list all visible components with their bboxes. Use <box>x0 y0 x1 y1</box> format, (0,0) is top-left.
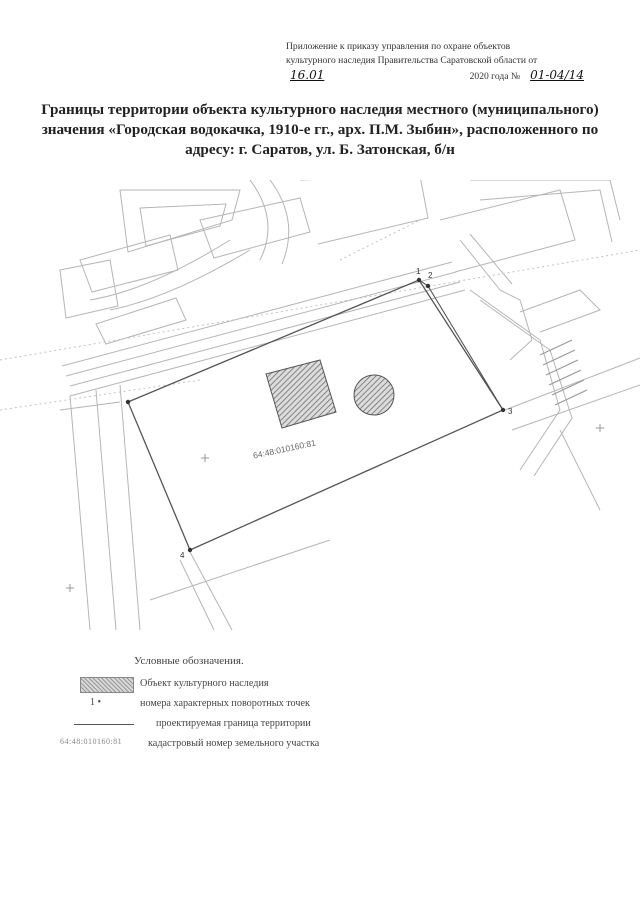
appendix-line-2: культурного наследия Правительства Саратовской области от <box>286 55 538 66</box>
document-title: Границы территории объекта культурного наследия местного (муниципального) значения «Городская водокачка, 1910-е гг., арх. П.М. Зыбин», расположенного по адресу: г. Саратов, ул. Б. Затонская, б/н <box>41 101 599 158</box>
legend-label-cadastral: кадастровый номер земельного участка <box>148 738 320 749</box>
appendix-line-1: Приложение к приказу управления по охране объектов <box>286 41 511 52</box>
legend-item-boundary <box>60 717 580 735</box>
cadastral-number-label: 64:48:010160:81 <box>252 437 317 461</box>
hatch-swatch <box>80 677 134 693</box>
cadastral-map <box>0 180 640 630</box>
grid-markers <box>66 424 604 592</box>
legend-label-points: номера характерных поворотных точек <box>140 698 310 709</box>
appendix-date-line <box>286 68 588 84</box>
heritage-building <box>266 360 336 428</box>
point-label-2: 2 <box>428 271 433 280</box>
legend-heading: Условные обозначения. <box>134 655 244 667</box>
legend-item-cadastral <box>60 737 580 755</box>
cadastral-symbol: 64:48:010160:81 <box>60 737 123 746</box>
point-symbol: 1 • <box>90 697 102 708</box>
legend-label-heritage: Объект культурного наследия <box>140 678 269 689</box>
order-number: 01-04/14 <box>530 68 584 82</box>
heritage-reservoir <box>354 375 394 415</box>
legend-item-heritage <box>60 677 580 695</box>
legend-label-boundary: проектируемая граница территории <box>156 718 311 729</box>
boundary-line-symbol <box>74 724 134 725</box>
point-label-4: 4 <box>180 551 185 560</box>
order-date: 16.01 <box>290 68 325 82</box>
legend-item-points <box>60 697 580 715</box>
appendix-note <box>286 40 588 84</box>
order-year: 2020 года № <box>469 71 521 82</box>
point-label-3: 3 <box>508 407 513 416</box>
point-label-1: 1 <box>416 267 421 276</box>
